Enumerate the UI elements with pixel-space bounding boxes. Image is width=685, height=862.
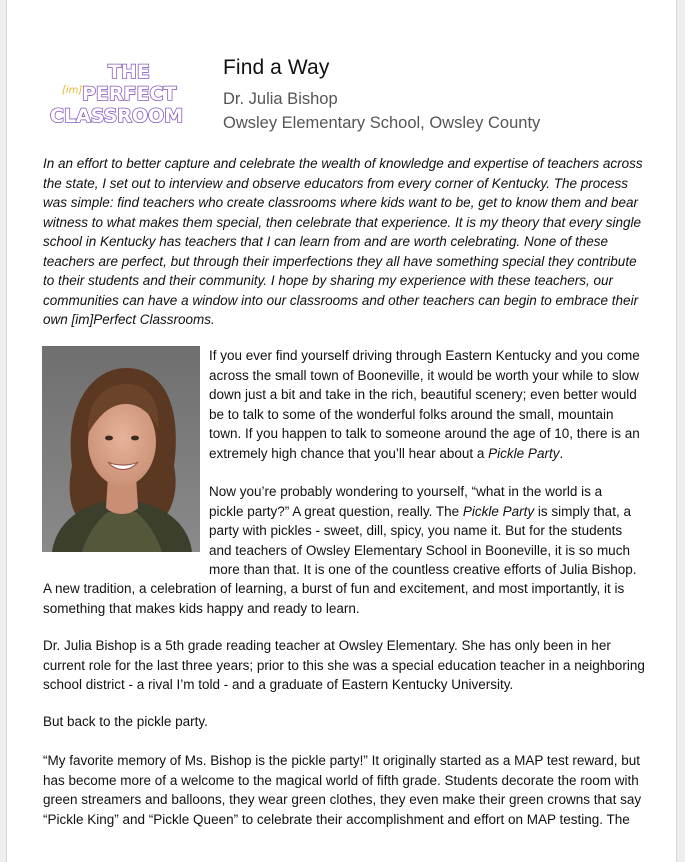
body-line: current role for the last three years; prior to this she was a special education teacher in a neighboring [43,657,645,673]
intro-line: teachers are perfect, but through their imperfections they all have something special they contribute [43,253,637,269]
body-text: . [559,445,564,461]
body-line: “My favorite memory of Ms. Bishop is the pickle party!” It originally started as a MAP test reward, but [43,753,640,768]
intro-line: was simple: find teachers who create classrooms where kids want to be, get to know them and bear [43,195,639,210]
body-line: If you ever find yourself driving through Eastern Kentucky and you come [209,348,640,363]
intro-line: In an effort to better capture and celebrate the wealth of knowledge and expertise of teachers across [43,156,643,171]
body-line: Dr. Julia Bishop is a 5th grade reading teacher at Owsley Elementary. She has only been in her [43,638,611,653]
body-line: across the small town of Booneville, it would be worth your while to slow [209,367,639,383]
body-line: A new tradition, a celebration of learning, a burst of fun and excitement, and most importantly, it is [43,581,625,596]
body-line: school district - a rival I’m told - and a graduate of Eastern Kentucky University. [43,677,514,692]
body-paragraph-5 [43,751,657,829]
body-line: more than that. It is one of the countless creative efforts of Julia Bishop. [209,562,637,577]
intro-paragraph [43,154,657,330]
body-text: pickle party?” A great question, really. The [209,503,463,519]
intro-line: witness to what makes them special, then celebrate that experience. It is my theory that every single [43,214,642,230]
body-line: town. If you happen to talk to someone around the age of 10, there is an [209,426,640,441]
body-line [209,444,649,464]
body-line: Now you’re probably wondering to yourself, “what in the world is a [209,484,603,499]
body-line: something that makes kids happy and ready to learn. [43,600,360,616]
pickle-party-emphasis: Pickle Party [488,445,560,461]
intro-line: to their students and their community. I hope by sharing my experience with these teachers, our [43,273,614,288]
logo-line-classroom: CLASSROOM [50,105,184,127]
body-text: is simply that, a [534,503,631,519]
teacher-portrait-photo [42,346,200,552]
body-paragraph-1 [209,346,649,463]
body-line: “Pickle King” and “Pickle Queen” to celebrate their accomplishment and effort on MAP testing. The [43,811,630,827]
page-edge-right [676,0,677,862]
body-text: extremely high chance that you’ll hear about a [209,445,489,461]
body-line: down just a bit and take in the rich, beautiful scenery; even better would [209,387,637,402]
intro-line: school in Kentucky has teachers that I can learn from and are worth celebrating. None of these [43,234,609,249]
body-line: and teachers of Owsley Elementary School in Booneville, it is so much [209,542,630,558]
body-line: be to talk to some of the wonderful folks around the small, mountain [209,406,614,422]
body-paragraph-3 [43,636,657,695]
body-line: green streamers and balloons, they wear green clothes, they even make their green crowns that say [43,792,642,807]
body-paragraph-2 [209,482,649,580]
intro-line: own [im]Perfect Classrooms. [43,312,215,327]
intro-line: communities can have a window into our classrooms and other teachers can begin to embrace their [43,292,639,308]
body-paragraph-4 [43,712,657,732]
logo-badge: [im] [62,85,83,96]
body-line: has become more of a welcome to the magical world of fifth grade. Students decorate the room with [43,772,639,788]
logo-line-perfect: PERFECT [82,83,177,105]
body-line: But back to the pickle party. [43,714,208,729]
body-line: party with pickles - sweet, dill, spicy, you name it. But for the students [209,523,623,538]
logo-line-the: THE [108,61,150,83]
body-paragraph-2-continued [43,579,657,618]
school-name: Owsley Elementary School, Owsley County [223,114,541,132]
imperfect-classroom-logo [46,56,206,128]
body-line [209,502,649,522]
author-name: Dr. Julia Bishop [223,90,338,108]
intro-line: the state, I set out to interview and observe educators from every corner of Kentucky. The process [43,175,629,191]
article-title: Find a Way [223,56,330,79]
pickle-party-emphasis: Pickle Party [462,503,535,519]
